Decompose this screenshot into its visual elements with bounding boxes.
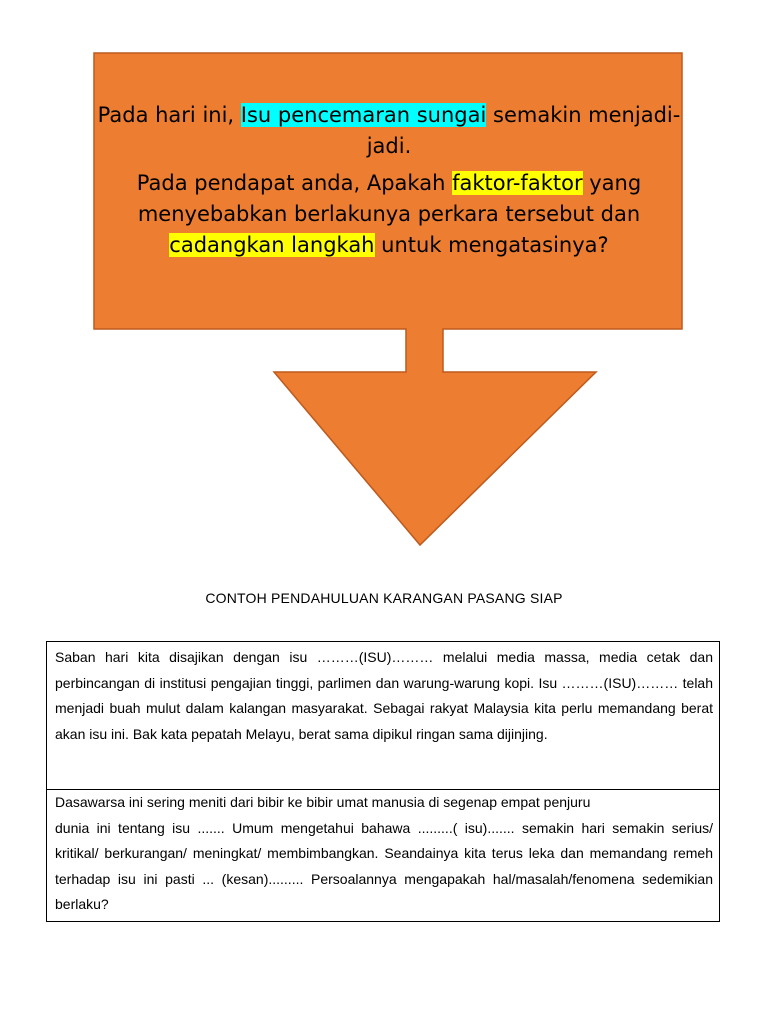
example-box-2 [46,789,720,922]
example-paragraph-1: Saban hari kita disajikan dengan isu ………(ISU)……… melalui media massa, media cetak dan perbincangan di institusi pengajian tinggi, parlimen dan warung-warung kopi. Isu ………(ISU)……… telah menjadi buah mulut dalam kalangan masyarakat. Sebagai rakyat Malaysia kita perlu memandang berat akan isu ini. Bak kata pepatah Melayu, berat sama dipikul ringan sama dijinjing. [55,649,713,742]
callout-text [96,100,682,261]
callout-line-2 [96,168,682,261]
section-title: CONTOH PENDAHULUAN KARANGAN PASANG SIAP [205,590,563,606]
line1-text: Pada hari ini, [97,103,241,127]
highlight-steps: cadangkan langkah [169,233,375,257]
highlight-issue: Isu pencemaran sungai [240,103,487,127]
line2-text-end: untuk mengatasinya? [374,233,609,257]
example-paragraph-2-first-line: Dasawarsa ini sering meniti dari bibir ke bibir umat manusia di segenap empat penjuru [55,794,591,810]
line2-text: Pada pendapat anda, Apakah [136,171,453,195]
line1-text-end: semakin menjadi-jadi. [366,103,681,158]
example-paragraph-2: dunia ini tentang isu ....... Umum mengetahui bahawa .........( isu)....... semakin hari semakin serius/ kritikal/ berkurangan/ meningkat/ membimbangkan. Seandainya kita terus leka dan memandang remeh terhadap isu ini pasti ... (kesan)......... Persoalannya mengapakah hal/masalah/fenomena sedemikian berlaku? [55,819,713,912]
line2-text-middle: yang menyebabkan berlakunya perkara tersebut dan [137,171,642,226]
callout-line-1 [96,100,682,162]
highlight-factors: faktor-faktor [452,171,583,195]
example-box-1 [46,641,720,790]
